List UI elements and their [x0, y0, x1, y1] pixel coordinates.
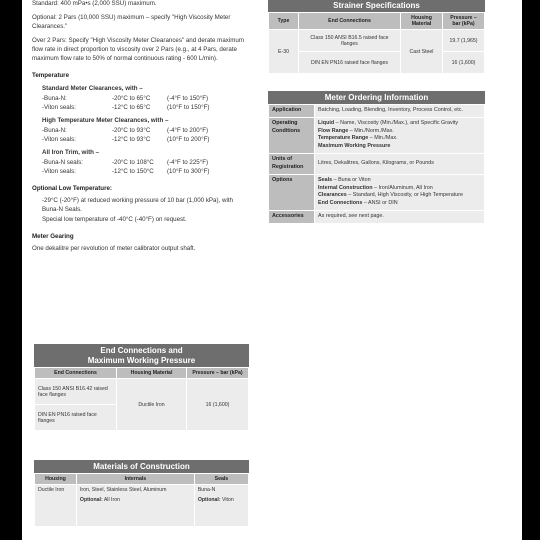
temperature-heading: Temperature: [32, 71, 70, 79]
option-item: Internal Construction – Iron/Aluminum, All Iron: [318, 184, 433, 191]
materials-seals: Buna-N Optional: Viton: [194, 485, 248, 527]
application-label: Application: [269, 105, 315, 118]
temp-group-heading: All Iron Trim, with –: [42, 148, 100, 156]
low-temp-text: -29°C (-20°F) at reduced working pressure of 10 bar (1,000 kPa), with Buna-N Seals.: [42, 196, 234, 213]
viscosity-optional: Optional: 2 Pars (10,000 SSU) maximum – specify "High Viscosity Meter Clearances.": [32, 13, 231, 30]
options-text: [315, 174, 485, 210]
operating-item: Maximum Working Pressure: [318, 143, 391, 150]
meter-gearing-heading: Meter Gearing: [32, 232, 74, 240]
endconn-din: DIN EN PN16 raised face flanges: [35, 405, 117, 431]
temp-seal: -Buna-N:: [42, 94, 67, 102]
end-connections-table: [34, 344, 249, 431]
strainer-material: Cast Steel: [401, 30, 443, 74]
application-text: Batching, Loading, Blending, Inventory, Process Control, etc.: [315, 105, 485, 118]
temp-celsius: -12°C to 65°C: [112, 103, 151, 111]
strainer-col-housing: Housing Material: [401, 13, 443, 30]
temp-celsius: -20°C to 65°C: [112, 94, 151, 102]
temp-group-heading: Standard Meter Clearances, with –: [42, 84, 143, 92]
units-text: Litres, Dekalitres, Gallons, Kilograms, or Pounds: [315, 154, 485, 175]
accessories-label: Accessories: [269, 211, 315, 224]
temp-group-heading: High Temperature Meter Clearances, with –: [42, 116, 169, 124]
operating-conditions-label: Operating Conditions: [269, 117, 315, 153]
meter-gearing-text: One dekalitre per revolution of meter calibrator output shaft.: [32, 244, 196, 252]
viscosity-standard: Standard: 400 mPa•s (2,000 SSU) maximum.: [32, 0, 157, 7]
operating-item: Temperature Range – Min./Max.: [318, 135, 398, 142]
operating-item: Flow Range – Min./Norm./Max.: [318, 127, 394, 134]
strainer-type: E-30: [269, 30, 299, 74]
materials-title: Materials of Construction: [34, 460, 249, 473]
temp-celsius: -20°C to 108°C: [112, 158, 154, 166]
temp-fahrenheit: (10°F to 200°F): [167, 135, 210, 143]
temp-row: [42, 159, 247, 168]
endconn-col-connections: End Connections: [35, 368, 117, 379]
materials-internals: Iron, Steel, Stainless Steel, Aluminum Optional: All Iron: [76, 485, 194, 527]
endconn-col-housing: Housing Material: [117, 368, 187, 379]
materials-col-internals: Internals: [76, 474, 194, 485]
meter-ordering-table: [268, 91, 485, 224]
low-temp-special: Special low temperature of -40°C (-40°F) on request.: [42, 215, 187, 223]
document-page: [22, 0, 522, 540]
strainer-conn-ansi: Class 150 ANSI B16.5 raised face flanges: [299, 30, 401, 52]
materials-col-seals: Seals: [194, 474, 248, 485]
temp-seal: -Viton seals:: [42, 167, 76, 175]
operating-item: Liquid – Name, Viscosity (Min./Max.), and Specific Gravity: [318, 119, 459, 126]
temp-seal: -Buna-N seals:: [42, 158, 83, 166]
strainer-pressure-din: 16 (1,600): [443, 52, 485, 74]
temp-row: [42, 127, 247, 136]
temp-fahrenheit: (10°F to 150°F): [167, 103, 210, 111]
temp-fahrenheit: (-4°F to 150°F): [167, 94, 209, 102]
temp-row: [42, 104, 247, 113]
temp-fahrenheit: (10°F to 300°F): [167, 167, 210, 175]
materials-col-housing: Housing: [35, 474, 77, 485]
options-label: Options: [269, 174, 315, 210]
endconn-material: Ductile Iron: [117, 379, 187, 431]
strainer-col-type: Type: [269, 13, 299, 30]
strainer-col-pressure: Pressure – bar (kPa): [443, 13, 485, 30]
strainer-specifications-table: [268, 0, 485, 74]
endconn-pressure: 16 (1,600): [187, 379, 249, 431]
temp-row: [42, 168, 247, 177]
left-column: [32, 0, 247, 259]
temp-seal: -Buna-N:: [42, 126, 67, 134]
materials-housing: Ductile Iron: [35, 485, 77, 527]
temp-celsius: -12°C to 150°C: [112, 167, 154, 175]
temp-row: [42, 95, 247, 104]
strainer-pressure-ansi: 19.7 (1,965): [443, 30, 485, 52]
endconn-col-pressure: Pressure – bar (kPa): [187, 368, 249, 379]
ordering-title: Meter Ordering Information: [268, 91, 485, 104]
accessories-text: As required, see next page.: [315, 211, 485, 224]
materials-table: [34, 460, 249, 527]
strainer-col-end-connections: End Connections: [299, 13, 401, 30]
low-temp-heading: Optional Low Temperature:: [32, 184, 112, 192]
temp-celsius: -20°C to 93°C: [112, 126, 151, 134]
temp-celsius: -12°C to 93°C: [112, 135, 151, 143]
viscosity-over: Over 2 Pars: Specify "High Viscosity Meter Clearances" and derate maximum flow rate in direct proportion to viscosity over 2 Pars (e.g., at 4 Pars, derate maximum flow rate to 50% of normal continuous rating - 600 L/min).: [32, 36, 244, 62]
end-connections-title: End Connections and Maximum Working Pressure: [34, 344, 249, 367]
endconn-ansi: Class 150 ANSI B16.42 raised face flanges: [35, 379, 117, 405]
option-item: Clearances – Standard, High Viscosity, or High Temperature: [318, 192, 464, 199]
units-label: Units of Registration: [269, 154, 315, 175]
option-item: Seals – Buna or Viton: [318, 176, 371, 183]
option-item: End Connections – ANSI or DIN: [318, 200, 398, 207]
temp-row: [42, 136, 247, 145]
temp-fahrenheit: (-4°F to 225°F): [167, 158, 209, 166]
temp-seal: -Viton seals:: [42, 103, 76, 111]
temp-fahrenheit: (-4°F to 200°F): [167, 126, 209, 134]
strainer-conn-din: DIN EN PN16 raised face flanges: [299, 52, 401, 74]
operating-conditions-text: [315, 117, 485, 153]
temp-seal: -Viton seals:: [42, 135, 76, 143]
strainer-title: Strainer Specifications: [268, 0, 485, 12]
